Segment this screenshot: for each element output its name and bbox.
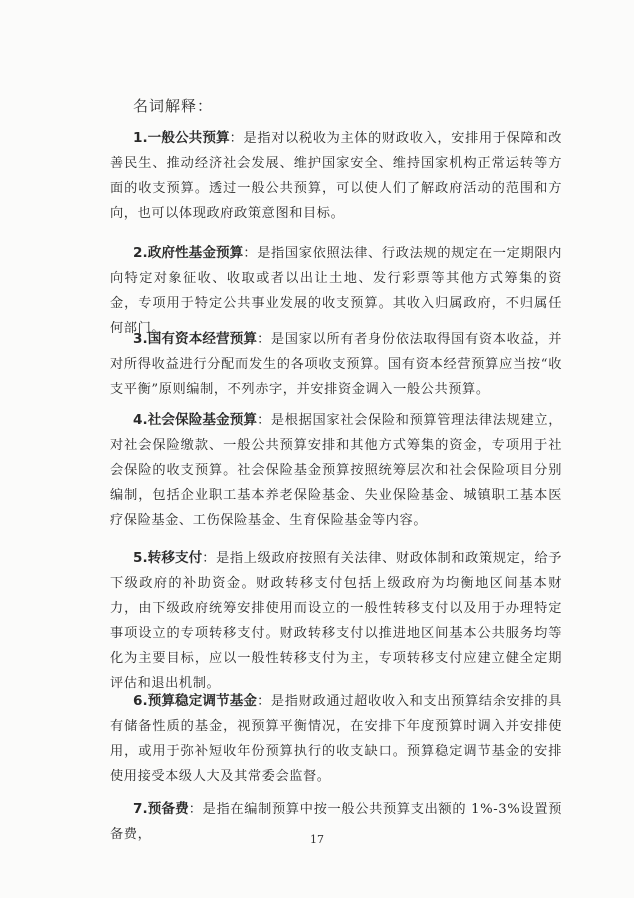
definition-social-insurance-fund-budget [110,408,562,533]
page-number: 17 [310,833,324,846]
definition-budget-stabilization-fund [110,689,562,789]
term-label: 6.预算稳定调节基金 [133,693,258,709]
term-label: 3.国有资本经营预算 [133,331,258,347]
definition-text: ：是国家以所有者身份依法取得国有资本收益，并对所得收益进行分配而发生的各项收支预算。国有资本经营预算应当按“收支平衡”原则编制，不列赤字，并安排资金调入一般公共预算。 [110,332,562,397]
definition-government-fund-budget [110,241,562,341]
definition-text: ：是根据国家社会保险和预算管理法律法规建立，对社会保险缴款、一般公共预算安排和其他方式筹集的资金，专项用于社会保险的收支预算。社会保险基金预算按照统筹层次和社会保险项目分别编制，包括企业职工基本养老保险基金、失业保险基金、城镇职工基本医疗保险基金、工伤保险基金、生育保险基金等内容。 [110,413,562,528]
definition-text: ：是指上级政府按照有关法律、财政体制和政策规定，给予下级政府的补助资金。财政转移支付包括上级政府为均衡地区间基本财力，由下级政府统筹安排使用而设立的一般性转移支付以及用于办理特定事项设立的专项转移支付。财政转移支付以推进地区间基本公共服务均等化为主要目标，应以一般性转移支付为主，专项转移支付应建立健全定期评估和退出机制。 [110,551,562,691]
term-label: 7.预备费 [133,801,189,817]
term-label: 1.一般公共预算 [133,130,230,146]
definition-state-capital-budget [110,327,562,402]
term-label: 5.转移支付 [133,550,203,566]
definition-general-public-budget [110,126,562,226]
section-heading: 名词解释： [133,97,214,115]
definition-text: ：是指国家依照法律、行政法规的规定在一定期限内向特定对象征收、收取或者以出让土地、发行彩票等其他方式筹集的资金，专项用于特定公共事业发展的收支预算。其收入归属政府，不归属任何部门。 [110,246,562,336]
definition-text: ：是指对以税收为主体的财政收入，安排用于保障和改善民生、推动经济社会发展、维护国家安全、维持国家机构正常运转等方面的收支预算。透过一般公共预算，可以使人们了解政府活动的范围和方向，也可以体现政府政策意图和目标。 [110,131,562,221]
term-label: 2.政府性基金预算 [133,245,244,261]
definition-text: ：是指财政通过超收收入和支出预算结余安排的具有储备性质的基金，视预算平衡情况，在安排下年度预算时调入并安排使用，或用于弥补短收年份预算执行的收支缺口。预算稳定调节基金的安排使用接受本级人大及其常委会监督。 [110,694,562,784]
definition-text: ：是指在编制预算中按一般公共预算支出额的 1%-3%设置预备费， [110,802,562,842]
definition-transfer-payment [110,546,562,696]
term-label: 4.社会保险基金预算 [133,412,258,428]
